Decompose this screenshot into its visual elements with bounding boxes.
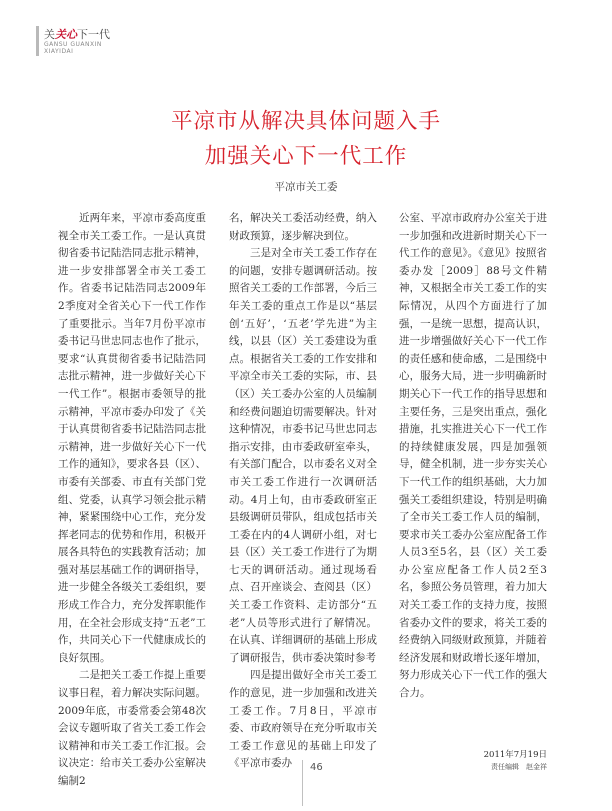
masthead-brand-red: 关心 [55, 28, 77, 41]
masthead-english-line2: XIAYIDAI [44, 48, 74, 55]
paragraph: 四是提出做好全市关工委工作的意见，进一步加强和改进关工委工作。7月8日，平凉市委、市政府领导在充分听取市关工委工作意见的基础上印发了《平凉市委办 [229, 669, 377, 770]
paragraph: 二是把关工委工作提上重要议事日程，着力解决实际问题。2009年底，市委常委会第48次会议专题听取了省关工委工作会议精神和市关工委工作汇报。会议决定：给市关工委办公室解决编制2 [58, 669, 206, 787]
text-column-2 [229, 210, 377, 773]
masthead [36, 22, 176, 62]
text-column-1 [58, 210, 206, 791]
paragraph: 公室、平凉市政府办公室关于进一步加强和改进新时期关心下一代工作的意见》。《意见》按照省委办发［2009］88号文件精神，又根据全市关工委工作的实际情况，从四个方面进行了加强，一是统一思想，提高认识，进一步增强做好关心下一代工作的责任感和使命感，二是围绕中心，服务大局，进一步明确新时期关心下一代工作的指导思想和主要任务，三是突出重点，强化措施，扎实推进关心下一代工作的持续健康发展，四是加强领导，健全机制，进一步夯实关心下一代工作的组织基础，大力加强关工委组织建设，特别是明确了全市关工委工作人员的编制，要求市关工委办公室应配备工作人员3至5名，县（区）关工委办公室应配备工作人员2至3名，参照公务员管理，着力加大对关工委工作的支持力度，按照省委办文件的要求，将关工委的经费纳入同级财政预算，并随着经济发展和财政增长逐年增加，努力形成关心下一代工作的强大合力。 [399, 212, 547, 700]
masthead-brand-suffix: 下一代 [77, 28, 110, 41]
paragraph: 三是对全市关工委工作存在的问题，安排专题调研活动。按照省关工委的工作部署，今后三年关工委的重点工作是以“基层创‘五好’，‘五老’学先进”为主线，以县（区）关工委建设为重点。根据省关工委的工作安排和平凉全市关工委的实际，市、县（区）关工委办公室的人员编制和经费问题迫切需要解决。针对这种情况，市委书记马世忠同志指示安排，由市委政研室牵头，有关部门配合，以市委名义对全市关工委工作进行一次调研活动。4月上旬，由市委政研室正县级调研员带队，组成包括市关工委在内的4人调研小组，对七县（区）关工委工作进行了为期七天的调研活动。通过现场看点、召开座谈会、查阅县（区）关工委工作资料、走访部分“五老”人员等形式进行了解情况。在认真、详细调研的基础上形成了调研报告，供市委决策时参考 [229, 247, 377, 664]
paragraph: 近两年来，平凉市委高度重视全市关工委工作。一是认真贯彻省委书记陆浩同志批示精神，进一步安排部署全市关工委工作。省委书记陆浩同志2009年2季度对全省关心下一代工作作了重要批示。当年7月份平凉市委书记马世忠同志也作了批示，要求“认真贯彻省委书记陆浩同志批示精神，进一步做好关心下一代工作”。根据市委领导的批示精神，平凉市委办印发了《关于认真贯彻省委书记陆浩同志批示精神，进一步做好关心下一代工作的通知》，要求各县（区）、市委有关部委、市直有关部门党组、党委，认真学习领会批示精神，紧紧围绕中心工作，充分发挥老同志的优势和作用，积极开展各具特色的实践教育活动；加强对基层基础工作的调研指导，进一步健全各级关工委组织，要形成工作合力，充分发挥职能作用，在全社会形成支持“五老”工作，共同关心下一代健康成长的良好氛围。 [58, 212, 206, 664]
article-title-line2: 加强关心下一代工作 [204, 144, 408, 169]
masthead-brand-prefix: 关 [44, 28, 55, 41]
page-number: 46 [310, 762, 323, 773]
masthead-english [44, 41, 102, 55]
masthead-bar [36, 26, 39, 56]
masthead-brand [44, 26, 110, 42]
footer-divider [302, 760, 303, 806]
paragraph: 名，解决关工委活动经费，纳入财政预算，逐步解决到位。 [229, 212, 377, 242]
text-column-3 [399, 210, 547, 773]
masthead-english-line1: GANSU GUANXIN [44, 41, 102, 48]
article-title-line1: 平凉市从解决具体问题入手 [170, 109, 441, 134]
article-author: 平凉市关工委 [274, 181, 338, 193]
article-editor: 责任编辑 赵金祥 [491, 762, 547, 771]
article-date: 2011年7月19日 [483, 749, 547, 760]
